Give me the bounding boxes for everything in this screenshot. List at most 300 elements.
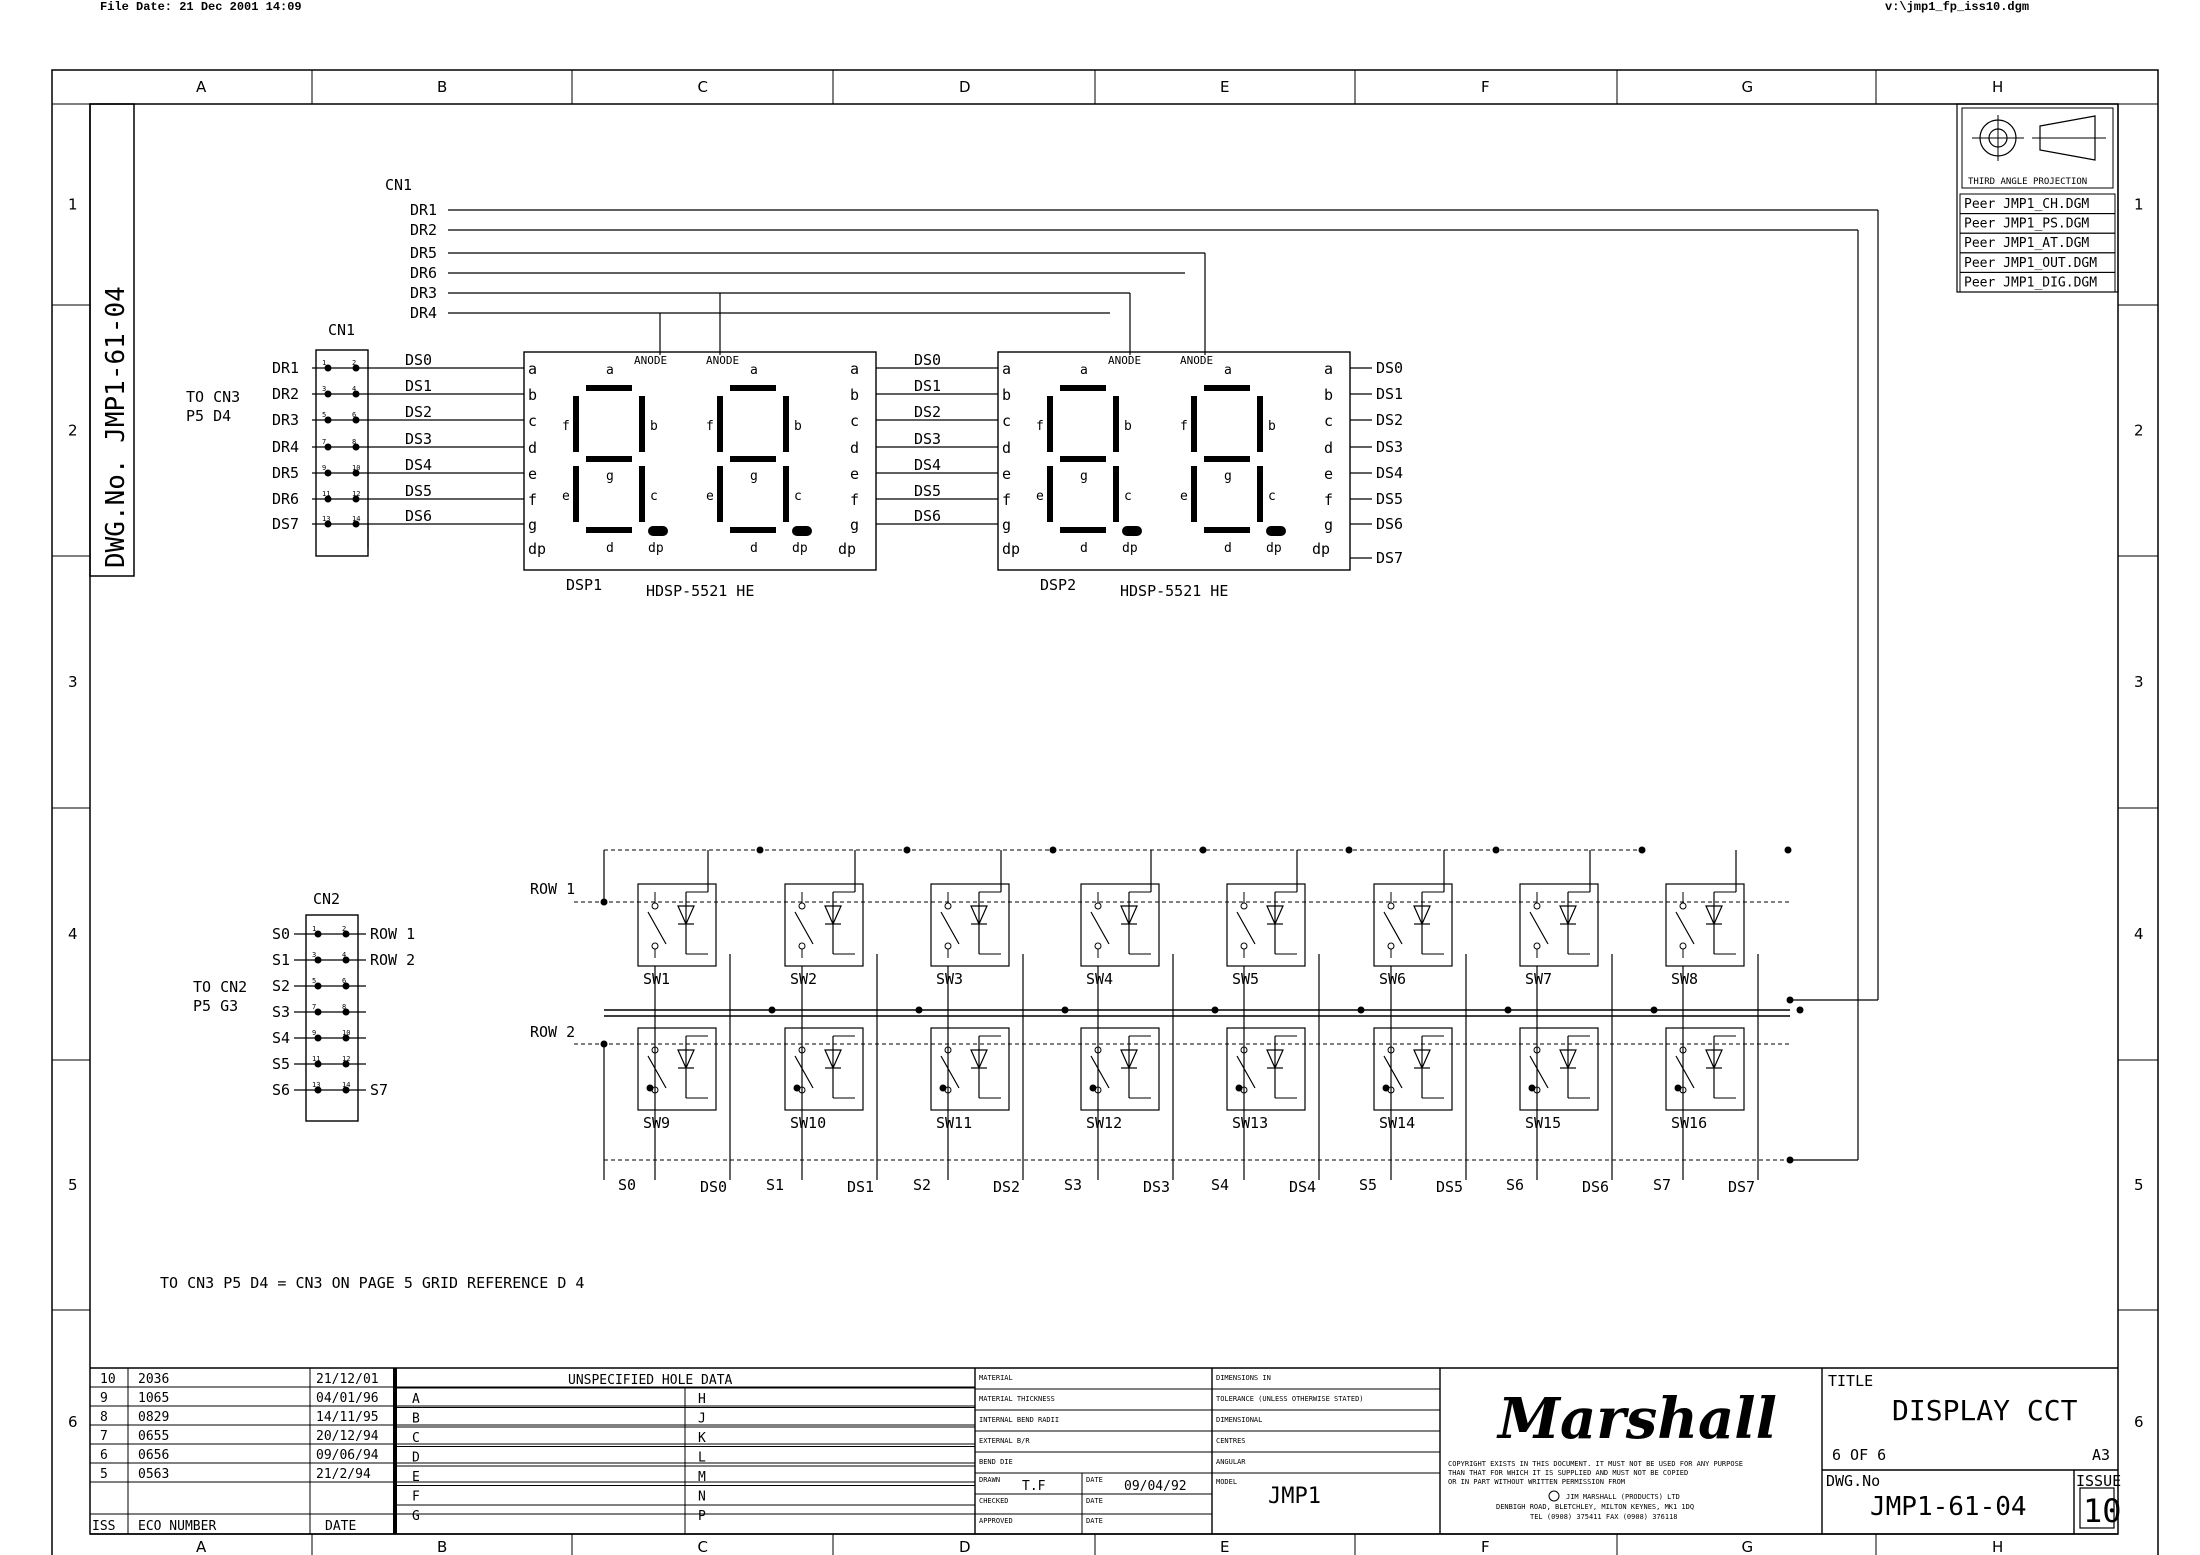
svg-text:SW12: SW12 — [1086, 1114, 1123, 1132]
switch-sw15 — [1520, 1007, 1658, 1133]
matrix-ds-label-5: DS5 — [1436, 1178, 1464, 1196]
cn1-left-label-2: DR2 — [272, 385, 300, 403]
svg-text:e: e — [1180, 489, 1188, 504]
svg-text:g: g — [606, 469, 614, 484]
svg-text:b: b — [1268, 419, 1276, 434]
svg-text:dp: dp — [528, 540, 547, 558]
svg-text:SW16: SW16 — [1671, 1114, 1708, 1132]
hole-right-L: L — [698, 1450, 706, 1466]
grid-row-right-3: 3 — [2134, 673, 2144, 691]
grid-col-top-B: B — [437, 78, 448, 96]
grid-col-bottom-H: H — [1992, 1538, 2004, 1555]
svg-text:g: g — [1002, 516, 1012, 534]
dimension-row-3: DIMENSIONAL — [1216, 1416, 1263, 1424]
svg-text:Marshall: Marshall — [1498, 1386, 1777, 1452]
grid-col-bottom-B: B — [437, 1538, 448, 1555]
svg-text:f: f — [1180, 419, 1188, 434]
cn1-pin-number-14: 14 — [352, 515, 361, 523]
grid-row-left-2: 2 — [68, 421, 78, 440]
revision-iss-7: 7 — [100, 1429, 108, 1444]
display-part-2: HDSP-5521 HE — [1120, 582, 1229, 600]
matrix-row-label-2: ROW 2 — [530, 1023, 576, 1041]
grid-row-left-4: 4 — [68, 925, 78, 943]
svg-text:c: c — [1268, 489, 1276, 504]
display-right-ds-1: DS0 — [1376, 359, 1404, 377]
revision-eco-9: 1065 — [138, 1391, 170, 1406]
svg-text:e: e — [706, 489, 714, 504]
copyright-line-2: THAN THAT FOR WHICH IT IS SUPPLIED AND MUST NOT BE COPIED — [1448, 1469, 1689, 1477]
grid-col-top-G: G — [1741, 78, 1754, 96]
revision-iss-6: 6 — [100, 1448, 108, 1463]
dimension-row-1: DIMENSIONS IN — [1216, 1374, 1271, 1382]
matrix-ds-label-4: DS4 — [1289, 1178, 1317, 1196]
svg-text:SW4: SW4 — [1086, 970, 1114, 988]
svg-text:SW8: SW8 — [1671, 970, 1699, 988]
matrix-s-label-4: S4 — [1211, 1176, 1230, 1194]
dimension-row-5: ANGULAR — [1216, 1458, 1246, 1466]
display-right-ds-3: DS2 — [1376, 411, 1404, 429]
svg-text:d: d — [1002, 439, 1012, 457]
approved-date-label: DATE — [1086, 1517, 1103, 1525]
grid-row-left-6: 6 — [68, 1413, 78, 1431]
matrix-s-label-2: S2 — [913, 1176, 932, 1194]
cn1-left-label-1: DR1 — [272, 359, 300, 377]
svg-text:ANODE: ANODE — [634, 354, 668, 367]
display-right-ds-7: DS6 — [1376, 515, 1404, 533]
switch-sw12 — [1081, 1007, 1219, 1133]
cn2-right-label-2: ROW 2 — [370, 951, 416, 969]
svg-text:a: a — [850, 360, 860, 378]
svg-text:g: g — [850, 516, 860, 534]
svg-text:SW14: SW14 — [1379, 1114, 1416, 1132]
issue-label: ISSUE — [2076, 1472, 2122, 1490]
svg-text:c: c — [1124, 489, 1132, 504]
display-mid-ds-2: DS1 — [914, 377, 942, 395]
svg-text:c: c — [528, 412, 538, 430]
svg-text:SW7: SW7 — [1525, 970, 1553, 988]
cn1-right-label-7: DS6 — [405, 507, 433, 525]
cn2-pin-number-14: 14 — [342, 1081, 351, 1089]
hole-left-F: F — [412, 1489, 420, 1505]
svg-text:SW9: SW9 — [643, 1114, 671, 1132]
display-dsp2 — [998, 352, 1350, 600]
approved-label: APPROVED — [979, 1517, 1013, 1525]
cn2-left-label-1: S0 — [272, 925, 291, 943]
grid-col-bottom-E: E — [1220, 1538, 1230, 1555]
svg-text:c: c — [850, 412, 860, 430]
display-dsp1 — [524, 352, 876, 600]
revision-eco-6: 0656 — [138, 1448, 170, 1463]
company-tel: TEL (0908) 375411 FAX (0908) 376118 — [1530, 1513, 1678, 1521]
switch-sw14 — [1374, 1007, 1512, 1133]
cn2-to-label-2: P5 G3 — [193, 997, 239, 1015]
date-label: DATE — [1086, 1476, 1103, 1484]
cn1-right-label-3: DS2 — [405, 403, 433, 421]
display-mid-ds-6: DS5 — [914, 482, 942, 500]
matrix-s-label-5: S5 — [1359, 1176, 1378, 1194]
grid-col-bottom-C: C — [697, 1538, 708, 1555]
svg-text:SW6: SW6 — [1379, 970, 1407, 988]
svg-text:a: a — [1002, 360, 1012, 378]
grid-row-right-4: 4 — [2134, 925, 2144, 943]
grid-row-right-5: 5 — [2134, 1176, 2144, 1194]
issue-number: 10 — [2083, 1492, 2122, 1530]
material-row-5: BEND DIE — [979, 1458, 1013, 1466]
matrix-s-label-7: S7 — [1653, 1176, 1672, 1194]
cn2-left-label-5: S4 — [272, 1029, 291, 1047]
svg-text:c: c — [794, 489, 802, 504]
hole-right-K: K — [698, 1431, 706, 1446]
svg-text:dp: dp — [838, 540, 857, 558]
matrix-s-label-6: S6 — [1506, 1176, 1525, 1194]
grid-col-top-C: C — [697, 78, 708, 96]
sheet-size: A3 — [2092, 1446, 2111, 1464]
revision-eco-10: 2036 — [138, 1372, 170, 1387]
material-row-3: INTERNAL BEND RADII — [979, 1416, 1060, 1424]
drive-line-label-DR4: DR4 — [410, 304, 438, 322]
cn1-pin-number-9: 9 — [322, 464, 327, 472]
display-body-2 — [998, 352, 1350, 570]
cn1-to-label-1: TO CN3 — [186, 388, 241, 406]
material-row-1: MATERIAL — [979, 1374, 1013, 1382]
cn1-right-label-2: DS1 — [405, 377, 433, 395]
switch-sw16 — [1666, 1007, 1804, 1133]
svg-text:a: a — [528, 360, 538, 378]
grid-row-left-3: 3 — [68, 673, 78, 691]
svg-text:a: a — [1224, 363, 1232, 378]
cn2-pin-number-3: 3 — [312, 951, 317, 959]
svg-text:a: a — [1080, 363, 1088, 378]
svg-text:g: g — [750, 469, 758, 484]
cn1-pin-number-7: 7 — [322, 438, 327, 446]
cn2-pin-number-13: 13 — [312, 1081, 321, 1089]
svg-text:g: g — [528, 516, 538, 534]
cn1-pin-number-10: 10 — [352, 464, 361, 472]
svg-text:g: g — [1080, 469, 1088, 484]
svg-text:g: g — [1324, 516, 1334, 534]
matrix-row-label-1: ROW 1 — [530, 880, 576, 898]
cn2-label: CN2 — [313, 890, 341, 908]
file-path: v:\jmp1_fp_iss10.dgm — [1885, 0, 2030, 14]
cn2-pin-number-6: 6 — [342, 977, 347, 985]
model-label: MODEL — [1216, 1478, 1238, 1486]
display-part-1: HDSP-5521 HE — [646, 582, 755, 600]
hole-left-G: G — [412, 1509, 420, 1524]
display-right-ds-8: DS7 — [1376, 549, 1404, 567]
revision-date-9: 04/01/96 — [316, 1391, 379, 1406]
cn2-pin-number-7: 7 — [312, 1003, 317, 1011]
cn1-pin-number-12: 12 — [352, 490, 361, 498]
matrix-ds-label-2: DS2 — [993, 1178, 1021, 1196]
cn2-left-label-7: S6 — [272, 1081, 291, 1099]
svg-text:f: f — [562, 419, 570, 434]
svg-text:b: b — [650, 419, 658, 434]
svg-text:b: b — [1124, 419, 1132, 434]
third-angle-projection-icon — [1972, 115, 2106, 161]
cn1-pin-number-1: 1 — [322, 359, 327, 367]
cn1-left-label-7: DS7 — [272, 515, 300, 533]
copyright-line-1: COPYRIGHT EXISTS IN THIS DOCUMENT. IT MUST NOT BE USED FOR ANY PURPOSE — [1448, 1460, 1744, 1468]
svg-text:dp: dp — [792, 541, 808, 556]
display-right-ds-5: DS4 — [1376, 464, 1404, 482]
cn2-pin-number-10: 10 — [342, 1029, 351, 1037]
svg-text:a: a — [1324, 360, 1334, 378]
svg-text:SW1: SW1 — [643, 970, 671, 988]
svg-text:e: e — [562, 489, 570, 504]
svg-text:dp: dp — [1002, 540, 1021, 558]
cn1-pin-number-6: 6 — [352, 411, 357, 419]
hole-right-P: P — [698, 1509, 706, 1524]
title-label: TITLE — [1828, 1372, 1874, 1390]
svg-text:d: d — [1224, 541, 1232, 556]
revision-header-iss: ISS — [92, 1519, 116, 1534]
drive-line-label-DR2: DR2 — [410, 221, 438, 239]
hole-right-M: M — [698, 1470, 706, 1485]
display-mid-ds-3: DS2 — [914, 403, 942, 421]
revision-eco-5: 0563 — [138, 1467, 170, 1482]
cn1-pin-number-2: 2 — [352, 359, 357, 367]
material-row-4: EXTERNAL B/R — [979, 1437, 1030, 1445]
svg-text:ANODE: ANODE — [1108, 354, 1142, 367]
grid-col-bottom-A: A — [196, 1538, 207, 1555]
svg-text:a: a — [750, 363, 758, 378]
cn2-pin-number-2: 2 — [342, 925, 347, 933]
peer-drawing-5: Peer JMP1_DIG.DGM — [1964, 275, 2098, 291]
svg-text:c: c — [1002, 412, 1012, 430]
grid-col-bottom-D: D — [959, 1538, 971, 1555]
svg-text:g: g — [1224, 469, 1232, 484]
svg-text:b: b — [794, 419, 802, 434]
svg-text:e: e — [1002, 465, 1012, 483]
svg-text:b: b — [1324, 386, 1334, 404]
cn2-left-label-2: S1 — [272, 951, 291, 969]
display-mid-ds-4: DS3 — [914, 430, 942, 448]
cn1-left-label-3: DR3 — [272, 411, 300, 429]
drawn-label: DRAWN — [979, 1476, 1001, 1484]
hole-right-N: N — [698, 1489, 706, 1505]
matrix-ds-label-7: DS7 — [1728, 1178, 1756, 1196]
svg-text:SW10: SW10 — [790, 1114, 827, 1132]
display-right-ds-2: DS1 — [1376, 385, 1404, 403]
company-address: DENBIGH ROAD, BLETCHLEY, MILTON KEYNES, MK1 1DQ — [1496, 1503, 1695, 1511]
svg-text:SW11: SW11 — [936, 1114, 973, 1132]
matrix-ds-label-3: DS3 — [1143, 1178, 1171, 1196]
cn2-to-label-1: TO CN2 — [193, 978, 248, 996]
cn2-left-label-6: S5 — [272, 1055, 291, 1073]
company-name: JIM MARSHALL (PRODUCTS) LTD — [1566, 1493, 1680, 1501]
svg-text:f: f — [850, 491, 860, 509]
display-right-ds-4: DS3 — [1376, 438, 1404, 456]
hole-right-J: J — [698, 1411, 706, 1427]
svg-text:e: e — [1036, 489, 1044, 504]
hole-left-C: C — [412, 1431, 420, 1446]
cn2-left-label-4: S3 — [272, 1003, 291, 1021]
svg-text:dp: dp — [648, 541, 664, 556]
svg-text:f: f — [1036, 419, 1044, 434]
cn1-pin-number-5: 5 — [322, 411, 327, 419]
svg-text:SW5: SW5 — [1232, 970, 1260, 988]
cn2-left-label-3: S2 — [272, 977, 291, 995]
grid-col-top-D: D — [959, 78, 971, 96]
cn1-label: CN1 — [328, 321, 356, 339]
peer-drawing-3: Peer JMP1_AT.DGM — [1964, 236, 2090, 252]
cn1-left-label-6: DR6 — [272, 490, 300, 508]
model-value: JMP1 — [1268, 1484, 1321, 1509]
display-mid-ds-5: DS4 — [914, 456, 942, 474]
svg-text:SW3: SW3 — [936, 970, 964, 988]
svg-text:dp: dp — [1122, 541, 1138, 556]
cn1-top-label: CN1 — [385, 176, 413, 194]
cn1-left-label-4: DR4 — [272, 438, 300, 456]
file-date: File Date: 21 Dec 2001 14:09 — [100, 0, 302, 14]
drive-line-label-DR6: DR6 — [410, 264, 438, 282]
cn2-pin-number-8: 8 — [342, 1003, 347, 1011]
cn1-right-label-5: DS4 — [405, 456, 433, 474]
revision-iss-5: 5 — [100, 1467, 108, 1482]
svg-text:SW15: SW15 — [1525, 1114, 1562, 1132]
grid-row-left-1: 1 — [68, 195, 78, 214]
cn1-right-label-1: DS0 — [405, 351, 433, 369]
switch-sw11 — [931, 1007, 1069, 1133]
revision-header-eco: ECO NUMBER — [138, 1519, 217, 1534]
cn1-pin-number-3: 3 — [322, 385, 327, 393]
cn2-pin-number-5: 5 — [312, 977, 317, 985]
revision-eco-7: 0655 — [138, 1429, 170, 1444]
copyright-line-3: OR IN PART WITHOUT WRITTEN PERMISSION FROM — [1448, 1478, 1626, 1486]
grid-row-right-1: 1 — [2134, 195, 2144, 214]
svg-text:b: b — [850, 386, 860, 404]
svg-text:a: a — [606, 363, 614, 378]
svg-text:f: f — [528, 491, 538, 509]
svg-text:d: d — [750, 541, 758, 556]
checked-date-label: DATE — [1086, 1497, 1103, 1505]
cn1-left-label-5: DR5 — [272, 464, 300, 482]
grid-col-bottom-G: G — [1741, 1538, 1754, 1555]
display-mid-ds-7: DS6 — [914, 507, 942, 525]
svg-text:d: d — [850, 439, 860, 457]
checked-label: CHECKED — [979, 1497, 1009, 1505]
cn1-connector — [316, 350, 368, 556]
cn1-to-label-2: P5 D4 — [186, 407, 232, 425]
matrix-s-label-1: S1 — [766, 1176, 785, 1194]
cn1-right-label-6: DS5 — [405, 482, 433, 500]
dwg-no-label: DWG.No — [1826, 1472, 1881, 1490]
sheet-number: 6 OF 6 — [1832, 1446, 1887, 1464]
matrix-ds-label-0: DS0 — [700, 1178, 728, 1196]
svg-text:c: c — [650, 489, 658, 504]
peer-drawing-4: Peer JMP1_OUT.DGM — [1964, 255, 2098, 271]
cn2-pin-number-11: 11 — [312, 1055, 321, 1063]
cn2-pin-number-4: 4 — [342, 951, 347, 959]
svg-text:dp: dp — [1266, 541, 1282, 556]
svg-text:ANODE: ANODE — [706, 354, 740, 367]
svg-text:e: e — [1324, 465, 1334, 483]
dimension-row-2: TOLERANCE (UNLESS OTHERWISE STATED) — [1216, 1395, 1364, 1403]
grid-col-top-E: E — [1220, 78, 1230, 96]
cn2-right-label-7: S7 — [370, 1081, 389, 1099]
matrix-ds-label-6: DS6 — [1582, 1178, 1610, 1196]
svg-text:f: f — [706, 419, 714, 434]
hole-data-title: UNSPECIFIED HOLE DATA — [568, 1373, 733, 1388]
svg-text:b: b — [1002, 386, 1012, 404]
grid-row-right-6: 6 — [2134, 1413, 2144, 1431]
revision-date-7: 20/12/94 — [316, 1429, 379, 1444]
cn2-pin-number-12: 12 — [342, 1055, 351, 1063]
material-row-2: MATERIAL THICKNESS — [979, 1395, 1055, 1403]
matrix-s-label-0: S0 — [618, 1176, 637, 1194]
svg-text:d: d — [528, 439, 538, 457]
cn1-pin-number-11: 11 — [322, 490, 331, 498]
svg-text:c: c — [1324, 412, 1334, 430]
revision-date-8: 14/11/95 — [316, 1410, 379, 1425]
drawn-date: 09/04/92 — [1124, 1479, 1187, 1494]
svg-text:ANODE: ANODE — [1180, 354, 1214, 367]
revision-date-6: 09/06/94 — [316, 1448, 379, 1463]
svg-text:e: e — [850, 465, 860, 483]
cn1-pin-number-8: 8 — [352, 438, 357, 446]
peer-drawing-1: Peer JMP1_CH.DGM — [1964, 197, 2090, 212]
revision-eco-8: 0829 — [138, 1410, 170, 1425]
display-name-1: DSP1 — [566, 576, 603, 594]
grid-row-right-2: 2 — [2134, 421, 2144, 440]
cn1-pin-number-4: 4 — [352, 385, 357, 393]
grid-col-top-F: F — [1481, 78, 1490, 96]
drive-line-label-DR5: DR5 — [410, 244, 438, 262]
marshall-logo — [1496, 1386, 1777, 1452]
revision-header-date: DATE — [325, 1519, 357, 1534]
grid-col-top-H: H — [1992, 78, 2004, 96]
svg-text:dp: dp — [1312, 540, 1331, 558]
projection-label: THIRD ANGLE PROJECTION — [1968, 177, 2088, 187]
hole-left-D: D — [412, 1450, 420, 1466]
drive-line-label-DR1: DR1 — [410, 201, 438, 219]
grid-reference-note: TO CN3 P5 D4 = CN3 ON PAGE 5 GRID REFERENCE D 4 — [160, 1274, 585, 1292]
revision-date-10: 21/12/01 — [316, 1372, 379, 1387]
svg-text:d: d — [1080, 541, 1088, 556]
switch-sw9 — [638, 1007, 776, 1133]
hole-left-A: A — [412, 1392, 420, 1407]
matrix-ds-label-1: DS1 — [847, 1178, 875, 1196]
grid-col-top-A: A — [196, 78, 207, 96]
cn1-right-label-4: DS3 — [405, 430, 433, 448]
display-body-1 — [524, 352, 876, 570]
grid-col-bottom-F: F — [1481, 1538, 1490, 1555]
cn2-right-label-1: ROW 1 — [370, 925, 416, 943]
revision-iss-10: 10 — [100, 1372, 116, 1387]
hole-left-E: E — [412, 1470, 420, 1485]
hole-left-B: B — [412, 1411, 420, 1427]
dwg-no: JMP1-61-04 — [1870, 1492, 2027, 1522]
svg-text:SW13: SW13 — [1232, 1114, 1269, 1132]
svg-text:f: f — [1324, 491, 1334, 509]
revision-iss-9: 9 — [100, 1391, 108, 1406]
dimension-row-4: CENTRES — [1216, 1437, 1246, 1445]
cn1-pin-number-13: 13 — [322, 515, 331, 523]
drawn-by: T.F — [1022, 1479, 1046, 1494]
copyright-symbol-icon — [1549, 1491, 1559, 1501]
revision-date-5: 21/2/94 — [316, 1467, 371, 1482]
display-right-ds-6: DS5 — [1376, 490, 1404, 508]
switch-sw10 — [785, 1007, 923, 1133]
switch-sw13 — [1227, 1007, 1365, 1133]
svg-text:d: d — [1324, 439, 1334, 457]
display-name-2: DSP2 — [1040, 576, 1077, 594]
peer-drawing-2: Peer JMP1_PS.DGM — [1964, 216, 2090, 232]
revision-iss-8: 8 — [100, 1410, 108, 1425]
cn2-pin-number-1: 1 — [312, 925, 317, 933]
matrix-s-label-3: S3 — [1064, 1176, 1083, 1194]
display-mid-ds-1: DS0 — [914, 351, 942, 369]
